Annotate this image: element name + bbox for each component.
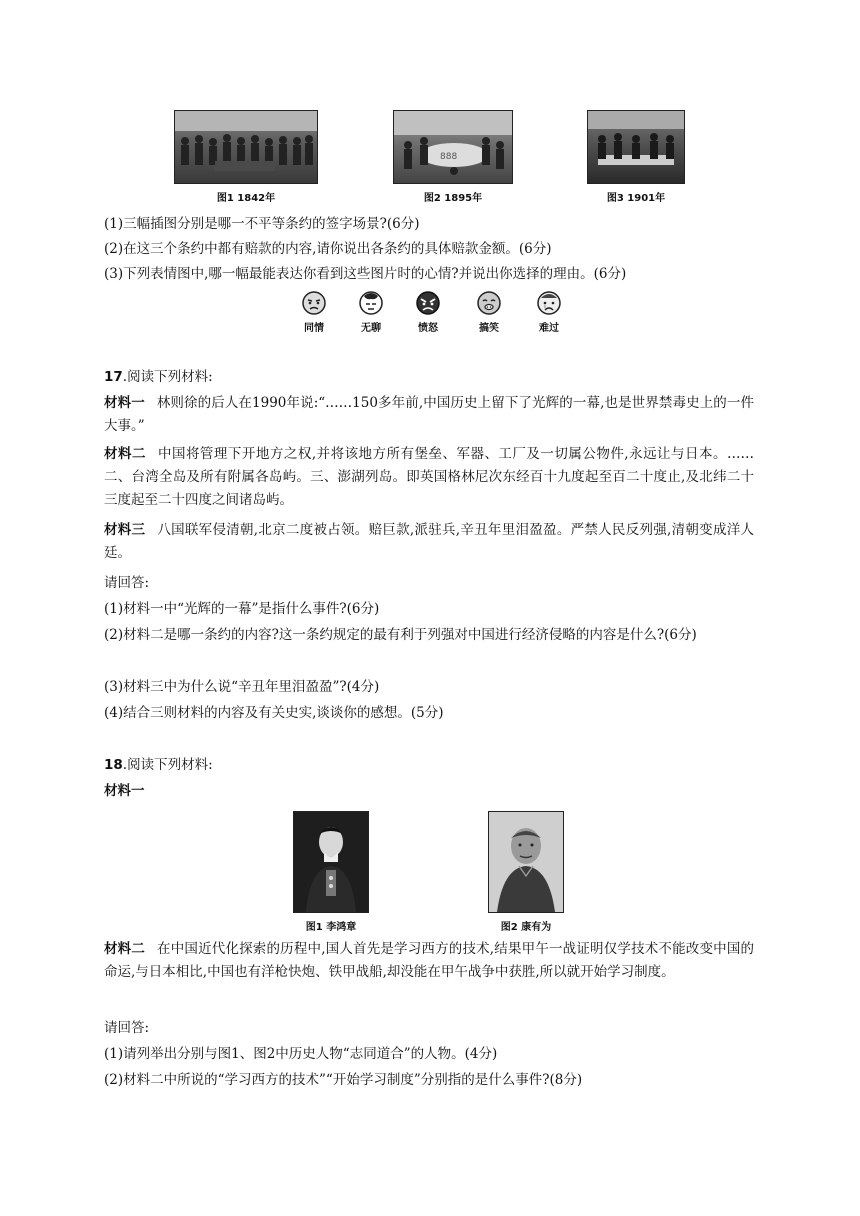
emotion-funny [467,290,511,334]
q16-question-2: (2)在这三个条约中都有赔款的内容,请你说出各条约的具体赔款金额。(6分) [104,241,552,257]
q16-question-1: (1)三幅插图分别是哪一不平等条约的签字场景?(6分) [104,216,420,232]
material-text: 中国将管理下开地方之权,并将该地方所有堡垒、军器、工厂及一切属公物件,永远让与日本。……二、台湾全岛及所有附属各岛屿。三、澎湖列岛。即英国格林尼次东经百十九度起至百二十度止,及北纬二十三度起至二十四度之间诸岛屿。 [104,446,754,508]
treaty-signing-photo-1895 [393,110,513,184]
q17-question-3: (3)材料三中为什么说“辛丑年里泪盈盈”?(4分) [104,679,380,695]
q17-material-3 [104,519,754,565]
question-heading: .阅读下列材料: [122,757,213,773]
svg-text:888: 888 [440,152,458,162]
figure-caption: 图2 1895年 [423,193,483,204]
q17-question-1: (1)材料一中“光辉的一幕”是指什么事件?(6分) [104,601,380,617]
angry-face-icon [415,290,441,316]
portrait-icon [294,812,368,912]
emotion-label: 同情 [304,323,324,334]
q18-prompt: 请回答: [104,1020,150,1036]
signing-photo-icon [588,111,684,183]
figure-caption: 图1 1842年 [216,193,276,204]
figure-caption: 图2 康有为 [500,922,552,933]
sad-face-icon [536,290,562,316]
q17-material-2 [104,443,754,512]
q17-prompt: 请回答: [104,575,150,591]
figure-1895 [393,110,513,204]
question-heading: .阅读下列材料: [122,369,213,385]
material-text: 林则徐的后人在1990年说:“……150多年前,中国历史上留下了光辉的一幕,也是世界禁毒史上的一件大事。” [104,395,755,434]
material-text: 八国联军侵清朝,北京二度被占领。赔巨款,派驻兵,辛丑年里泪盈盈。严禁人民反列强,清朝变成洋人廷。 [104,522,755,561]
portrait-icon [489,812,563,912]
treaty-signing-photo-1842 [174,110,318,184]
q18-material-2 [104,938,754,984]
material-label: 材料一 [104,395,145,411]
emotion-angry [406,290,450,334]
figure-caption: 图1 李鸿章 [305,922,357,933]
q17-question-4: (4)结合三则材料的内容及有关史实,谈谈你的感想。(5分) [104,705,444,721]
emotion-label: 愤怒 [418,323,438,334]
funny-face-icon [476,290,502,316]
q18-heading [104,754,213,776]
q18-material-1-label: 材料一 [104,783,145,799]
sympathy-face-icon [301,290,327,316]
emotion-label: 无聊 [361,323,381,334]
q18-question-1: (1)请列举出分别与图1、图2中历史人物“志同道合”的人物。(4分) [104,1046,498,1062]
figure-caption: 图3 1901年 [606,193,666,204]
q16-question-3: (3)下列表情图中,哪一幅最能表达你看到这些图片时的心情?并说出你选择的理由。(6分) [104,266,627,282]
figure-li-hongzhang [293,811,369,933]
portrait-kang-youwei [488,811,564,913]
question-number: 17 [104,369,123,385]
material-label: 材料二 [104,941,146,957]
figure-1842 [174,110,318,204]
meeting-photo-icon [394,111,512,183]
crowd-photo-icon [175,111,317,183]
portrait-li-hongzhang [293,811,369,913]
emotion-bored [349,290,393,334]
q17-heading [104,366,213,388]
q17-question-2: (2)材料二是哪一条约的内容?这一条约规定的最有利于列强对中国进行经济侵略的内容是什么?(6分) [104,627,697,643]
q17-material-1 [104,392,754,438]
figure-kang-youwei [488,811,564,933]
question-number: 18 [104,757,123,773]
material-text: 在中国近代化探索的历程中,国人首先是学习西方的技术,结果甲午一战证明仅学技术不能改变中国的命运,与日本相比,中国也有洋枪快炮、铁甲战船,却没能在甲午战争中获胜,所以就开始学习制度。 [104,941,754,980]
bored-face-icon [358,290,384,316]
emotion-label: 搞笑 [479,323,499,334]
q18-question-2: (2)材料二中所说的“学习西方的技术”“开始学习制度”分别指的是什么事件?(8分) [104,1072,583,1088]
material-label: 材料二 [104,446,146,462]
material-label: 材料三 [104,522,146,538]
emotion-sad [527,290,571,334]
treaty-signing-photo-1901 [587,110,685,184]
figure-1901 [587,110,685,204]
emotion-label: 难过 [539,323,559,334]
emotion-sympathy [292,290,336,334]
